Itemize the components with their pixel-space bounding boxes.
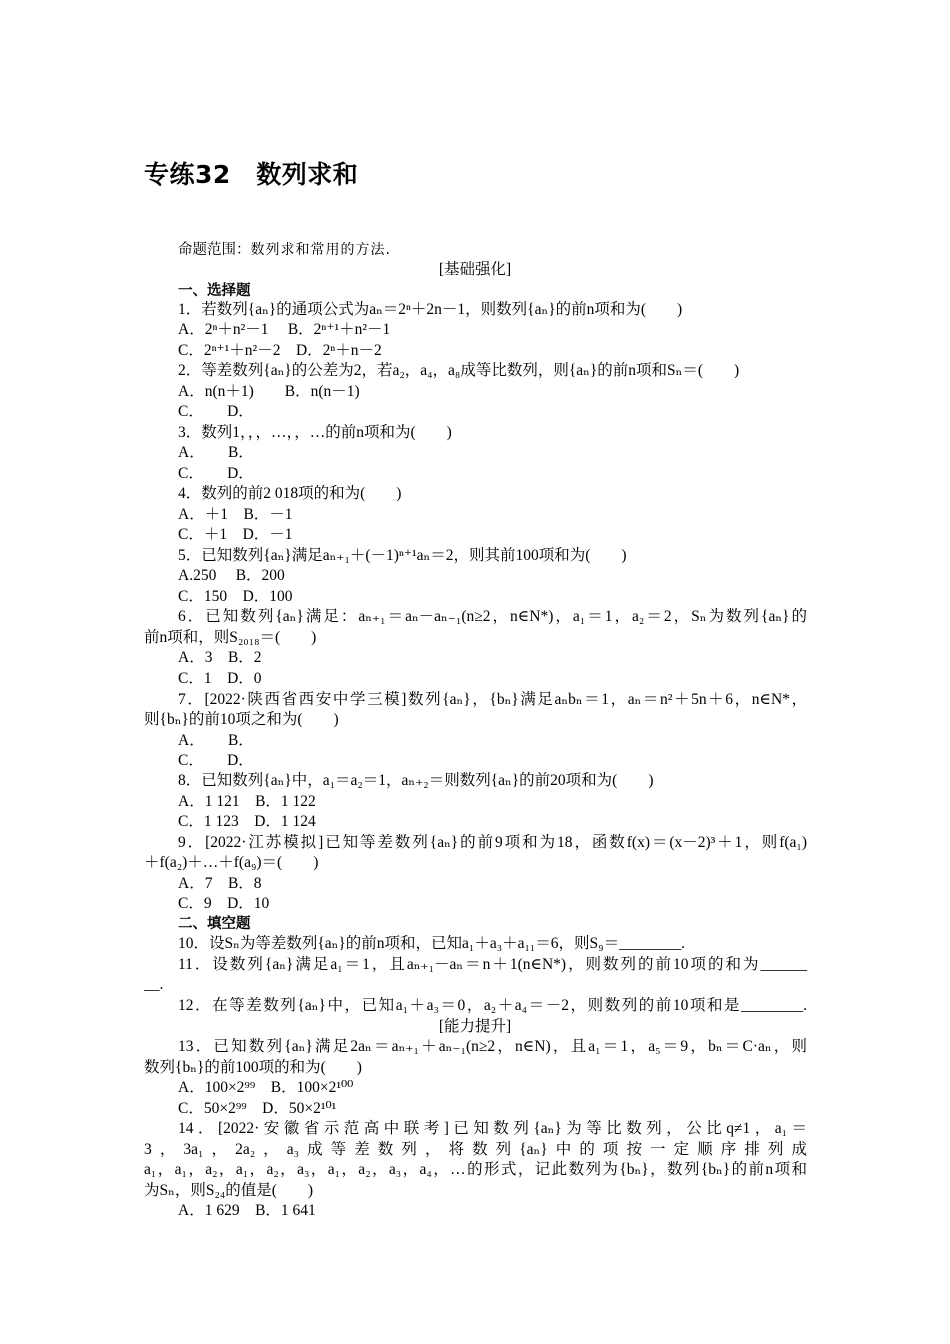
q2-options-ab: A．n(n＋1) B．n(n－1)	[178, 383, 360, 400]
q2-options-cd: C． D．	[178, 403, 254, 420]
q7-stem-cont: 则{bₙ}的前10项之和为( )	[144, 711, 339, 728]
q8-options-ab: A．1 121 B．1 122	[178, 793, 316, 810]
scope-text: 数列求和常用的方法.	[250, 242, 391, 258]
q13-options-ab: A．100×2⁹⁹ B．100×2¹⁰⁰	[178, 1079, 354, 1096]
q1-stem: 1．若数列{aₙ}的通项公式为aₙ＝2ⁿ＋2n－1，则数列{aₙ}的前n项和为( )	[178, 301, 683, 318]
q8-stem: 8．已知数列{aₙ}中，a₁＝a₂＝1，aₙ₊₂＝则数列{aₙ}的前20项和为( )	[178, 772, 654, 789]
q14-options-ab: A．1 629 B．1 641	[178, 1202, 316, 1219]
q4-options-cd: C．＋1 D．－1	[178, 526, 293, 543]
q11-stem: 11．设数列{aₙ}满足a₁＝1，且aₙ₊₁－aₙ＝n＋1(n∈N*)，则数列的前10项的和为______	[178, 956, 807, 973]
page-title: 专练32 数列求和	[144, 160, 359, 189]
q14-stem-line3: a₁，a₁，a₂，a₁，a₂，a₃，a₁，a₂，a₃，a₄，…的形式，记此数列为{bₙ}，数列{bₙ}的前n项和	[144, 1161, 807, 1178]
q14-stem-line2: 3，3a₁，2a₂，a₃成等差数列，将数列{aₙ}中的项按一定顺序排列成	[144, 1141, 807, 1158]
q6-stem: 6．已知数列{aₙ}满足：aₙ₊₁＝aₙ－aₙ₋₁(n≥2，n∈N*)，a₁＝1，a₂＝2，Sₙ为数列{aₙ}的	[178, 608, 807, 625]
section-choice-heading: 一、选择题	[178, 283, 251, 299]
q14-stem: 14．[2022·安徽省示范高中联考]已知数列{aₙ}为等比数列，公比q≠1，a₁＝	[178, 1120, 807, 1137]
q2-stem: 2．等差数列{aₙ}的公差为2，若a₂，a₄，a₈成等比数列，则{aₙ}的前n项和Sₙ＝( )	[178, 362, 740, 379]
q3-options-ab: A． B．	[178, 444, 254, 461]
q13-stem-cont: 数列{bₙ}的前100项的和为( )	[144, 1059, 362, 1076]
q9-options-cd: C．9 D．10	[178, 895, 270, 912]
q13-options-cd: C．50×2⁹⁹ D．50×2¹⁰¹	[178, 1100, 337, 1117]
q6-stem-cont: 前n项和，则S₂₀₁₈＝( )	[144, 629, 317, 646]
q7-options-ab: A． B．	[178, 732, 254, 749]
q7-options-cd: C． D．	[178, 752, 254, 769]
q1-options-ab: A．2ⁿ＋n²－1 B．2ⁿ⁺¹＋n²－1	[178, 321, 391, 338]
scope-line	[178, 240, 807, 260]
section-basic-header: [基础强化]	[438, 261, 512, 278]
q7-stem: 7．[2022·陕西省西安中学三模]数列{aₙ}，{bₙ}满足aₙbₙ＝1，aₙ＝n²＋5n＋6，n∈N*，	[178, 691, 807, 708]
q5-options-cd: C．150 D．100	[178, 588, 293, 605]
q13-stem: 13．已知数列{aₙ}满足2aₙ＝aₙ₊₁＋aₙ₋₁(n≥2，n∈N)，且a₁＝1，a₅＝9，bₙ＝C·aₙ，则	[178, 1038, 807, 1055]
q14-stem-line4: 为Sₙ，则S₂₄的值是( )	[144, 1182, 314, 1199]
q3-stem: 3．数列1，，，…，，…的前n项和为( )	[178, 424, 452, 441]
q12-stem: 12．在等差数列{aₙ}中，已知a₁＋a₃＝0，a₂＋a₄＝－2，则数列的前10项和是________.	[178, 997, 807, 1014]
q10-stem: 10．设Sₙ为等差数列{aₙ}的前n项和，已知a₁＋a₃＋a₁₁＝6，则S₉＝________.	[178, 935, 685, 952]
q5-stem: 5．已知数列{aₙ}满足aₙ₊₁＋(－1)ⁿ⁺¹aₙ＝2，则其前100项和为( )	[178, 547, 627, 564]
scope-label: 命题范围：	[178, 242, 251, 258]
q1-options-cd: C．2ⁿ⁺¹＋n²－2 D．2ⁿ＋n－2	[178, 342, 382, 359]
q9-stem: 9．[2022·江苏模拟]已知等差数列{aₙ}的前9项和为18，函数f(x)＝(x－2)³＋1，则f(a₁)	[178, 834, 807, 851]
q6-options-cd: C．1 D．0	[178, 670, 262, 687]
q4-options-ab: A．＋1 B．－1	[178, 506, 293, 523]
section-advanced-header: [能力提升]	[438, 1018, 512, 1035]
q11-stem-cont: __.	[144, 976, 164, 993]
q5-options-ab: A.250 B．200	[178, 567, 285, 584]
q3-options-cd: C． D．	[178, 465, 254, 482]
q9-options-ab: A．7 B．8	[178, 875, 262, 892]
q9-stem-cont: ＋f(a₂)＋…＋f(a₉)＝( )	[144, 854, 319, 871]
section-fill-heading: 二、填空题	[178, 916, 251, 932]
q6-options-ab: A．3 B．2	[178, 649, 262, 666]
q4-stem: 4．数列的前2 018项的和为( )	[178, 485, 402, 502]
q8-options-cd: C．1 123 D．1 124	[178, 813, 316, 830]
